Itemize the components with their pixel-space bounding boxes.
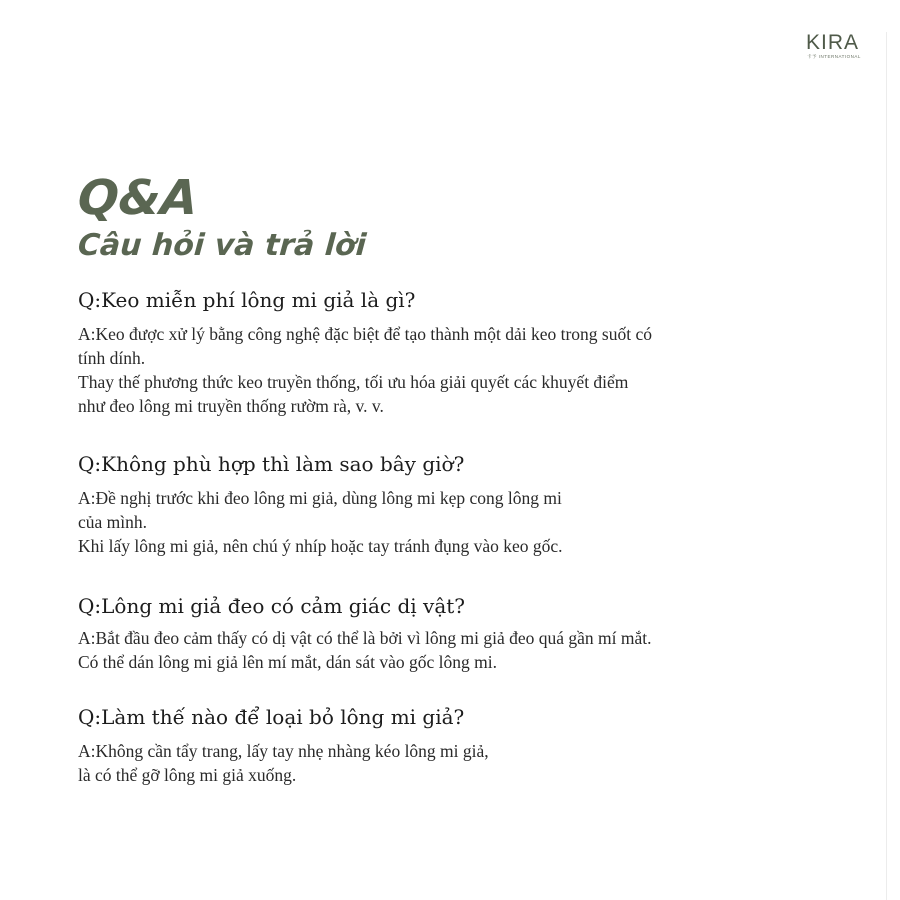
question-text: Q:Lông mi giả đeo có cảm giác dị vật? <box>78 594 466 618</box>
answer-text <box>78 626 798 674</box>
answer-line: tính dính. <box>78 348 146 368</box>
answer-text <box>78 486 798 558</box>
answer-line: của mình. <box>78 512 148 532</box>
answer-line: Có thể dán lông mi giả lên mí mắt, dán sát vào gốc lông mi. <box>78 652 497 672</box>
question-text: Q:Không phù hợp thì làm sao bây giờ? <box>78 452 465 476</box>
question-text: Q:Làm thế nào để loại bỏ lông mi giả? <box>78 705 465 729</box>
answer-line: là có thể gỡ lông mi giả xuống. <box>78 765 297 785</box>
logo-text: KIRA <box>806 31 860 54</box>
brand-logo <box>806 32 866 60</box>
answer-line: như đeo lông mi truyền thống rườm rà, v. v. <box>78 396 384 416</box>
qa-item <box>78 592 798 674</box>
answer-line: A:Không cần tẩy trang, lấy tay nhẹ nhàng kéo lông mi giả, <box>78 741 489 761</box>
question-text: Q:Keo miễn phí lông mi giả là gì? <box>78 288 416 312</box>
answer-line: A:Bắt đầu đeo cảm thấy có dị vật có thể là bởi vì lông mi giả đeo quá gần mí mắt. <box>78 628 652 648</box>
right-edge-divider <box>886 32 887 900</box>
answer-text <box>78 322 798 418</box>
qa-item <box>78 703 798 787</box>
answer-line: A:Đề nghị trước khi đeo lông mi giả, dùng lông mi kẹp cong lông mi <box>78 488 562 508</box>
answer-line: Khi lấy lông mi giả, nên chú ý nhíp hoặc tay tránh đụng vào keo gốc. <box>78 536 563 556</box>
qa-item <box>78 450 798 558</box>
page-title: Q&A <box>76 170 200 226</box>
page-subtitle: Câu hỏi và trả lời <box>76 228 368 263</box>
answer-line: Thay thế phương thức keo truyền thống, tối ưu hóa giải quyết các khuyết điểm <box>78 372 629 392</box>
qa-item <box>78 286 798 418</box>
answer-line: A:Keo được xử lý bằng công nghệ đặc biệt để tạo thành một dải keo trong suốt có <box>78 324 652 344</box>
logo-subtext: 卡予 INTERNATIONAL <box>807 54 861 59</box>
answer-text <box>78 739 798 787</box>
